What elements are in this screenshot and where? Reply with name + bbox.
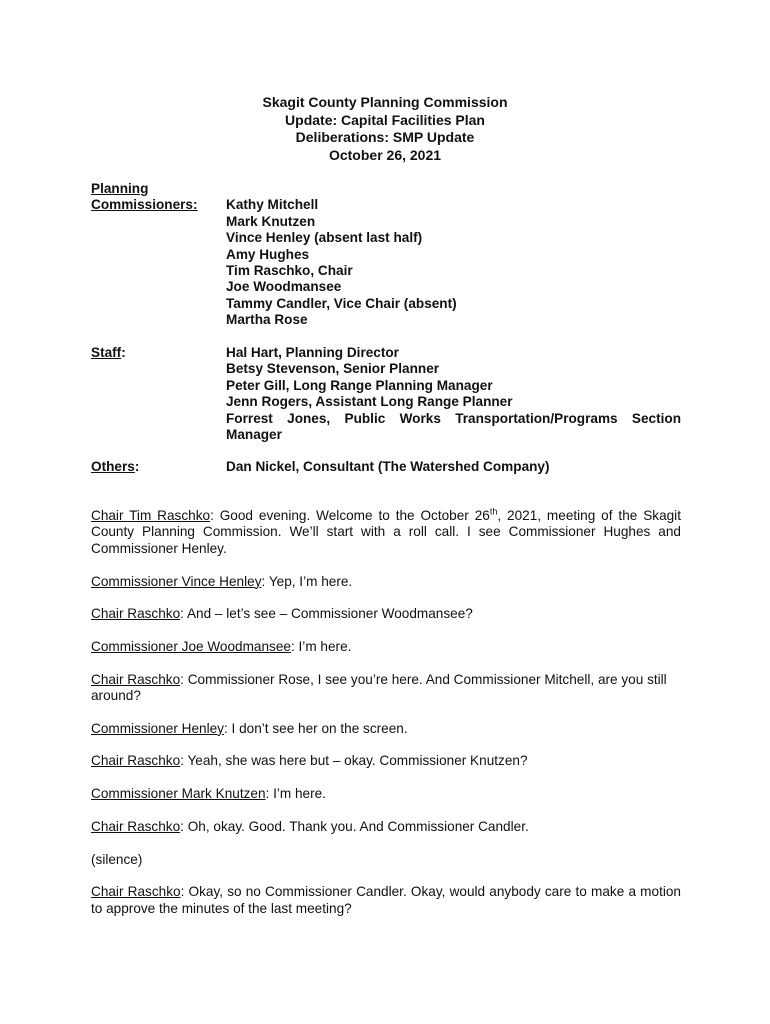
speaker-name: Chair Tim Raschko — [91, 508, 211, 523]
staff-list — [226, 345, 681, 443]
commissioners-section — [91, 181, 681, 331]
commissioner-name: Mark Knutzen — [226, 213, 316, 229]
header-title: Skagit County Planning Commission — [262, 94, 508, 110]
header-subtitle-smp: Deliberations: SMP Update — [295, 129, 475, 146]
commissioners-label: Planning Commissioners: — [91, 181, 198, 213]
staff-name: Peter Gill, Long Range Planning Manager — [226, 377, 493, 393]
transcript-paragraph: Chair Tim Raschko: Good evening. Welcome to the October 26th, 2021, meeting of the Skagit County Planning Commission. We’ll start with a roll call. I see Commissioner Hughes and Commissioner Henley. — [91, 506, 681, 556]
commissioner-name: Amy Hughes — [226, 246, 310, 262]
speaker-name: Commissioner Joe Woodmansee — [91, 638, 291, 654]
transcript-paragraph: (silence) — [91, 851, 143, 867]
staff-name: Forrest Jones, Public Works Transportation/Programs Section — [226, 410, 681, 426]
transcript-paragraph: Commissioner Henley: I don’t see her on the screen. — [91, 720, 408, 736]
commissioner-name: Vince Henley (absent last half) — [226, 230, 423, 246]
speaker-name: Chair Raschko — [91, 671, 181, 687]
staff-name: Hal Hart, Planning Director — [226, 345, 399, 360]
commissioner-name: Martha Rose — [226, 312, 308, 328]
transcript-paragraph: Commissioner Vince Henley: Yep, I’m here. — [91, 573, 353, 589]
transcript-paragraph: Commissioner Joe Woodmansee: I’m here. — [91, 638, 352, 654]
speaker-name: Chair Raschko — [91, 606, 181, 622]
others-section — [91, 459, 681, 479]
transcript-paragraph: Chair Raschko: Commissioner Rose, I see you’re here. And Commissioner Mitchell, are you still around? — [91, 671, 667, 704]
commissioners-list — [226, 197, 681, 328]
speaker-name: Chair Raschko — [91, 884, 181, 900]
transcript — [91, 508, 681, 933]
header-subtitle-cfp: Update: Capital Facilities Plan — [285, 111, 485, 128]
transcript-paragraph: Chair Raschko: Okay, so no Commissioner Candler. Okay, would anybody care to make a motion to approve the minutes of the last meeting? — [91, 884, 681, 916]
staff-name: Jenn Rogers, Assistant Long Range Planner — [226, 394, 513, 410]
speaker-name: Commissioner Mark Knutzen — [91, 786, 266, 802]
document-header — [0, 94, 770, 164]
transcript-paragraph: Chair Raschko: Yeah, she was here but – okay. Commissioner Knutzen? — [91, 753, 528, 769]
commissioner-name: Joe Woodmansee — [226, 279, 342, 295]
speaker-name: Commissioner Vince Henley — [91, 573, 262, 589]
others-name: Dan Nickel, Consultant (The Watershed Company) — [226, 459, 550, 474]
speaker-name: Chair Raschko — [91, 753, 181, 769]
staff-section — [91, 345, 681, 445]
staff-label: Staff: — [91, 345, 126, 360]
others-list — [226, 459, 681, 475]
transcript-paragraph: Commissioner Mark Knutzen: I’m here. — [91, 786, 326, 802]
transcript-paragraph: Chair Raschko: And – let’s see – Commissioner Woodmansee? — [91, 606, 473, 622]
commissioner-name: Kathy Mitchell — [226, 197, 319, 213]
transcript-paragraph: Chair Raschko: Oh, okay. Good. Thank you. And Commissioner Candler. — [91, 818, 529, 834]
speaker-name: Commissioner Henley — [91, 720, 224, 736]
staff-name-continued: Manager — [226, 427, 282, 443]
commissioner-name: Tim Raschko, Chair — [226, 263, 353, 279]
staff-name: Betsy Stevenson, Senior Planner — [226, 361, 440, 377]
speaker-name: Chair Raschko — [91, 818, 181, 834]
header-date: October 26, 2021 — [328, 146, 442, 163]
others-label: Others: — [91, 459, 140, 474]
commissioner-name: Tammy Candler, Vice Chair (absent) — [226, 295, 457, 311]
